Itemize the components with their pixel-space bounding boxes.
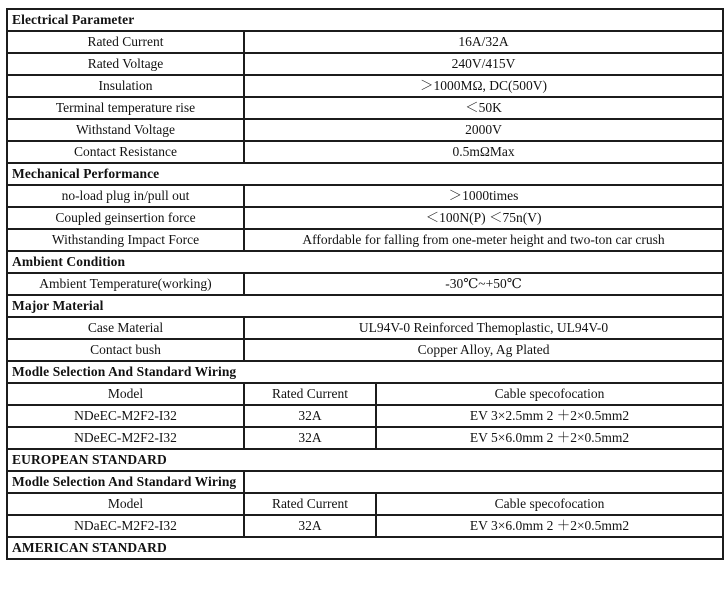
model-cell: NDeEC-M2F2-I32 — [7, 427, 244, 449]
table-row — [7, 339, 723, 361]
table-row — [7, 405, 723, 427]
specification-table — [6, 8, 724, 560]
model-cell: Model — [7, 493, 244, 515]
spec-label-cell: Contact bush — [7, 339, 244, 361]
section-header-cell: EUROPEAN STANDARD — [7, 449, 723, 471]
table-row — [7, 207, 723, 229]
spec-label-cell: Terminal temperature rise — [7, 97, 244, 119]
section-header-row — [7, 295, 723, 317]
spec-label-cell: Rated Voltage — [7, 53, 244, 75]
section-header-cell: AMERICAN STANDARD — [7, 537, 723, 559]
model-cell: NDeEC-M2F2-I32 — [7, 405, 244, 427]
spec-label-cell: Withstanding Impact Force — [7, 229, 244, 251]
table-row — [7, 515, 723, 537]
section-header-row — [7, 251, 723, 273]
spec-label-cell: Rated Current — [7, 31, 244, 53]
table-row — [7, 383, 723, 405]
spec-value-cell: ＞1000MΩ, DC(500V) — [244, 75, 723, 97]
spec-value-cell: -30℃~+50℃ — [244, 273, 723, 295]
spec-value-cell: ＜100N(P) ＜75n(V) — [244, 207, 723, 229]
spec-value-cell: 16A/32A — [244, 31, 723, 53]
section-header-cell: Mechanical Performance — [7, 163, 723, 185]
section-header-row — [7, 163, 723, 185]
table-row — [7, 493, 723, 515]
rated-current-cell: 32A — [244, 427, 376, 449]
table-row — [7, 141, 723, 163]
section-header-row — [7, 361, 723, 383]
table-row — [7, 119, 723, 141]
spec-value-cell: ＞1000times — [244, 185, 723, 207]
section-header-cell: Ambient Condition — [7, 251, 723, 273]
spec-value-cell: UL94V-0 Reinforced Themoplastic, UL94V-0 — [244, 317, 723, 339]
spec-label-cell: Coupled geinsertion force — [7, 207, 244, 229]
cable-spec-cell: Cable specofocation — [376, 493, 723, 515]
section-header-cell: Electrical Parameter — [7, 9, 723, 31]
cable-spec-cell: EV 3×2.5mm 2 ＋2×0.5mm2 — [376, 405, 723, 427]
table-row — [7, 97, 723, 119]
section-header-cell: Major Material — [7, 295, 723, 317]
table-row — [7, 427, 723, 449]
cable-spec-cell: EV 3×6.0mm 2 ＋2×0.5mm2 — [376, 515, 723, 537]
section-header-cell: Modle Selection And Standard Wiring — [7, 361, 723, 383]
section-header-row — [7, 449, 723, 471]
spec-label-cell: Withstand Voltage — [7, 119, 244, 141]
model-cell: NDaEC-M2F2-I32 — [7, 515, 244, 537]
spec-label-cell: Ambient Temperature(working) — [7, 273, 244, 295]
rated-current-cell: 32A — [244, 515, 376, 537]
section-header-row — [7, 537, 723, 559]
spec-label-cell: Contact Resistance — [7, 141, 244, 163]
table-row — [7, 229, 723, 251]
rated-current-cell: Rated Current — [244, 383, 376, 405]
spec-value-cell: 0.5mΩMax — [244, 141, 723, 163]
spec-value-cell: Copper Alloy, Ag Plated — [244, 339, 723, 361]
empty-cell — [244, 471, 723, 493]
table-row — [7, 273, 723, 295]
spec-label-cell: Case Material — [7, 317, 244, 339]
cable-spec-cell: EV 5×6.0mm 2 ＋2×0.5mm2 — [376, 427, 723, 449]
spec-label-cell: no-load plug in/pull out — [7, 185, 244, 207]
rated-current-cell: Rated Current — [244, 493, 376, 515]
spec-value-cell: Affordable for falling from one-meter height and two-ton car crush — [244, 229, 723, 251]
spec-value-cell: 2000V — [244, 119, 723, 141]
table-row — [7, 185, 723, 207]
spec-table-body — [7, 9, 723, 559]
table-row — [7, 317, 723, 339]
cable-spec-cell: Cable specofocation — [376, 383, 723, 405]
section-header-row — [7, 9, 723, 31]
model-cell: Model — [7, 383, 244, 405]
spec-value-cell: 240V/415V — [244, 53, 723, 75]
rated-current-cell: 32A — [244, 405, 376, 427]
table-row — [7, 75, 723, 97]
table-row — [7, 53, 723, 75]
spec-value-cell: ＜50K — [244, 97, 723, 119]
table-row — [7, 31, 723, 53]
section-header-cell: Modle Selection And Standard Wiring — [7, 471, 244, 493]
spec-label-cell: Insulation — [7, 75, 244, 97]
section-header-row — [7, 471, 723, 493]
